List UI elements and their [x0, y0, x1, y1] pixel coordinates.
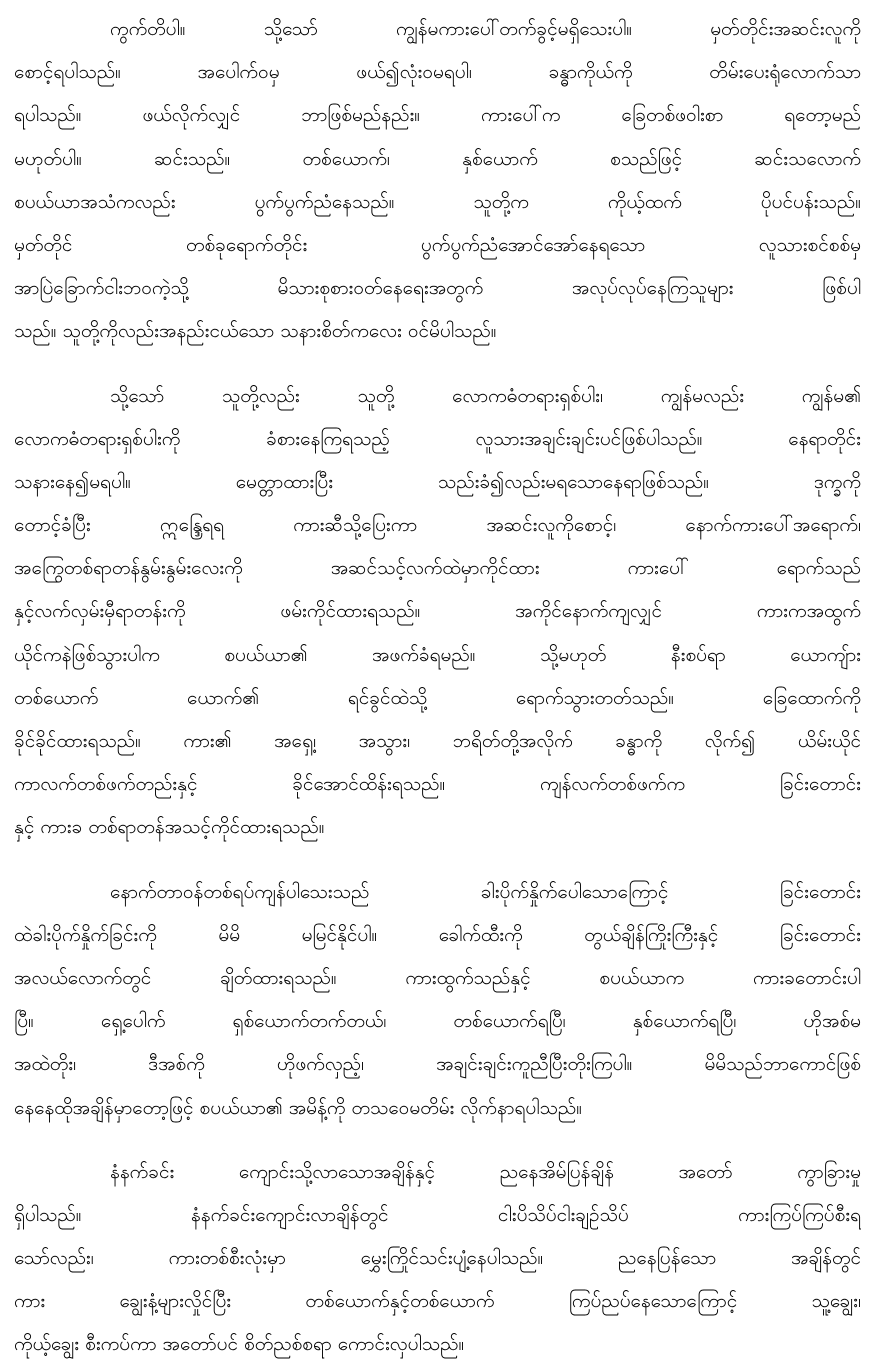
text-line: တစ်ယောက် ယောက်၏ ရင်ခွင်ထဲသို့ ရောက်သွားတတ်သည်။ ခြေထောက်ကို [14, 686, 861, 709]
text-line: အာပြဲခြောက်ငါးဘဝကဲ့သို့ မိသားစုစားဝတ်နေရေးအတွက် အလုပ်လုပ်နေကြသူများ ဖြစ်ပါ [14, 277, 861, 300]
text-line: ရပါသည်။ ဖယ်လိုက်လျှင် ဘာဖြစ်မည်နည်း။ ကားပေါ်က ခြေတစ်ဖဝါးစာ ရတော့မည် [14, 104, 861, 127]
paragraph-3 [14, 871, 861, 1130]
text-line: ပြီ။ ရှေ့ပေါက် ရှစ်ယောက်တက်တယ်၊ တစ်ယောက်ရပြီ၊ နှစ်ယောက်ရပြီ၊ ဟိုအစ်မ [14, 1010, 861, 1033]
text-line: လောကဓံတရားရှစ်ပါးကို ခံစားနေကြရသည့် လူသားအချင်းချင်းပင်ဖြစ်ပါသည်။ နေရာတိုင်း [14, 427, 861, 450]
text-line: သို့သော် သူတို့လည်း သူတို့ လောကဓံတရားရှစ်ပါး၊ ကျွန်မလည်း ကျွန်မ၏ [110, 384, 861, 407]
text-line: စောင့်ရပါသည်။ အပေါက်ဝမှ ဖယ်၍လုံးဝမရပါ၊ ခန္ဓာကိုယ်ကို တိမ်းပေးရုံလောက်သာ [14, 61, 861, 84]
text-line: စပယ်ယာအသံကလည်း ပွက်ပွက်ညံနေသည်။ သူတို့က ကိုယ့်ထက် ပိုပင်ပန်းသည်။ [14, 190, 861, 213]
text-line: အကြွေတစ်ရာတန်နွမ်းနွမ်းလေးကို အဆင်သင့်လက်ထဲမှာကိုင်ထား ကားပေါ် ရောက်သည် [14, 557, 861, 580]
text-line: ယိုင်ကနဲဖြစ်သွားပါက စပယ်ယာ၏ အဖက်ခံရမည်။ သို့မဟုတ် နီးစပ်ရာ ယောကျ်ား [14, 643, 861, 666]
text-line: ရှိပါသည်။ နံနက်ခင်းကျောင်းလာချိန်တွင် ငါးပိသိပ်ငါးချဉ်သိပ် ကားကြပ်ကြပ်စီးရ [14, 1203, 861, 1226]
text-line: အထဲတိုး၊ ဒီအစ်ကို ဟိုဖက်လှည့်၊ အချင်းချင်းကူညီပြီးတိုးကြပါ။ မိမိသည်ဘာကောင်ဖြစ် [14, 1053, 861, 1076]
text-line: နှင့် ကားခ တစ်ရာတန်အသင့်ကိုင်ထားရသည်။ [14, 816, 325, 839]
text-line: နှင့်လက်လှမ်းမှီရာတန်းကို ဖမ်းကိုင်ထားရသည်။ အကိုင်နောက်ကျလျှင် ကားကအထွက် [14, 600, 861, 623]
text-line: သည်။ သူတို့ကိုလည်းအနည်းငယ်သော သနားစိတ်ကလေး ဝင်မိပါသည်။ [14, 320, 497, 343]
paragraph-4 [14, 1151, 861, 1367]
text-line: နံနက်ခင်း ကျောင်းသို့လာသောအချိန်နှင့် ညနေအိမ်ပြန်ချိန် အတော် ကွာခြားမှု [110, 1160, 861, 1183]
text-line: ကိုယ့်ချွေး စီးကပ်ကာ အတော်ပင် စိတ်ညစ်စရာ ကောင်းလှပါသည်။ [14, 1333, 465, 1356]
text-line: ခိုင်ခိုင်ထားရသည်။ ကား၏ အရှေ့၊ အသွား၊ ဘရိတ်တို့အလိုက် ခန္ဓာကို လိုက်၍ ယိမ်းယိုင် [14, 730, 861, 752]
paragraph-1 [14, 8, 861, 354]
paragraph-2 [14, 375, 861, 850]
text-line: နောက်တာဝန်တစ်ရပ်ကျန်ပါသေးသည် ခါးပိုက်နှိုက်ပေါသောကြောင့် ခြင်းတောင်း [110, 880, 861, 903]
text-line: အလယ်လောက်တွင် ချိတ်ထားရသည်။ ကားထွက်သည်နှင့် စပယ်ယာက ကားခတောင်းပါ [14, 966, 861, 989]
text-line: ကာလက်တစ်ဖက်တည်းနှင့် ခိုင်အောင်ထိန်းရသည်။ ကျန်လက်တစ်ဖက်က ခြင်းတောင်း [14, 773, 861, 796]
text-line: မဟုတ်ပါ။ ဆင်းသည်။ တစ်ယောက်၊ နှစ်ယောက် စသည်ဖြင့် ဆင်းသလောက် [14, 147, 861, 170]
text-line: တောင့်ခံပြီး ဣန္ဒြေရရ ကားဆီသို့ပြေးကာ အဆင်းလူကိုစောင့်၊ နောက်ကားပေါ်အရောက်၊ [14, 514, 861, 537]
text-line: နေနေထိုအချိန်မှာတော့ဖြင့် စပယ်ယာ၏ အမိန့်ကို တသဝေမတိမ်း လိုက်နာရပါသည်။ [14, 1096, 582, 1119]
text-line: သော်လည်း၊ ကားတစ်စီးလုံးမှာ မွှေးကြိုင်သင်းပျံ့နေပါသည်။ ညနေပြန်သော အချိန်တွင် [14, 1247, 861, 1270]
text-line: ကား ချွေးနံ့များလှိုင်ပြီး တစ်ယောက်နှင့်တစ်ယောက် ကြပ်ညပ်နေသောကြောင့် သူ့ချွေး၊ [14, 1290, 861, 1313]
text-line: သနားနေ၍မရပါ။ မေတ္တာထားပြီး သည်းခံ၍လည်းမရသောနေရာဖြစ်သည်။ ဒုက္ခကို [14, 470, 861, 493]
text-line: မှတ်တိုင် တစ်ခုရောက်တိုင်း ပွက်ပွက်ညံအောင်အော်နေရသော လူသားစင်စစ်မှ [14, 233, 861, 256]
text-line: ထဲခါးပိုက်နှိုက်ခြင်းကို မိမိ မမြင်နိုင်ပါ။ ခေါက်ထီးကို တွယ်ချိန်ကြိုးကြီးနှင့် ခြင်းတောင်း [14, 923, 861, 946]
text-line: ကွက်တိပါ။ သို့သော် ကျွန်မကားပေါ်တက်ခွင့်မရှိသေးပါ။ မှတ်တိုင်းအဆင်းလူကို [110, 18, 861, 40]
